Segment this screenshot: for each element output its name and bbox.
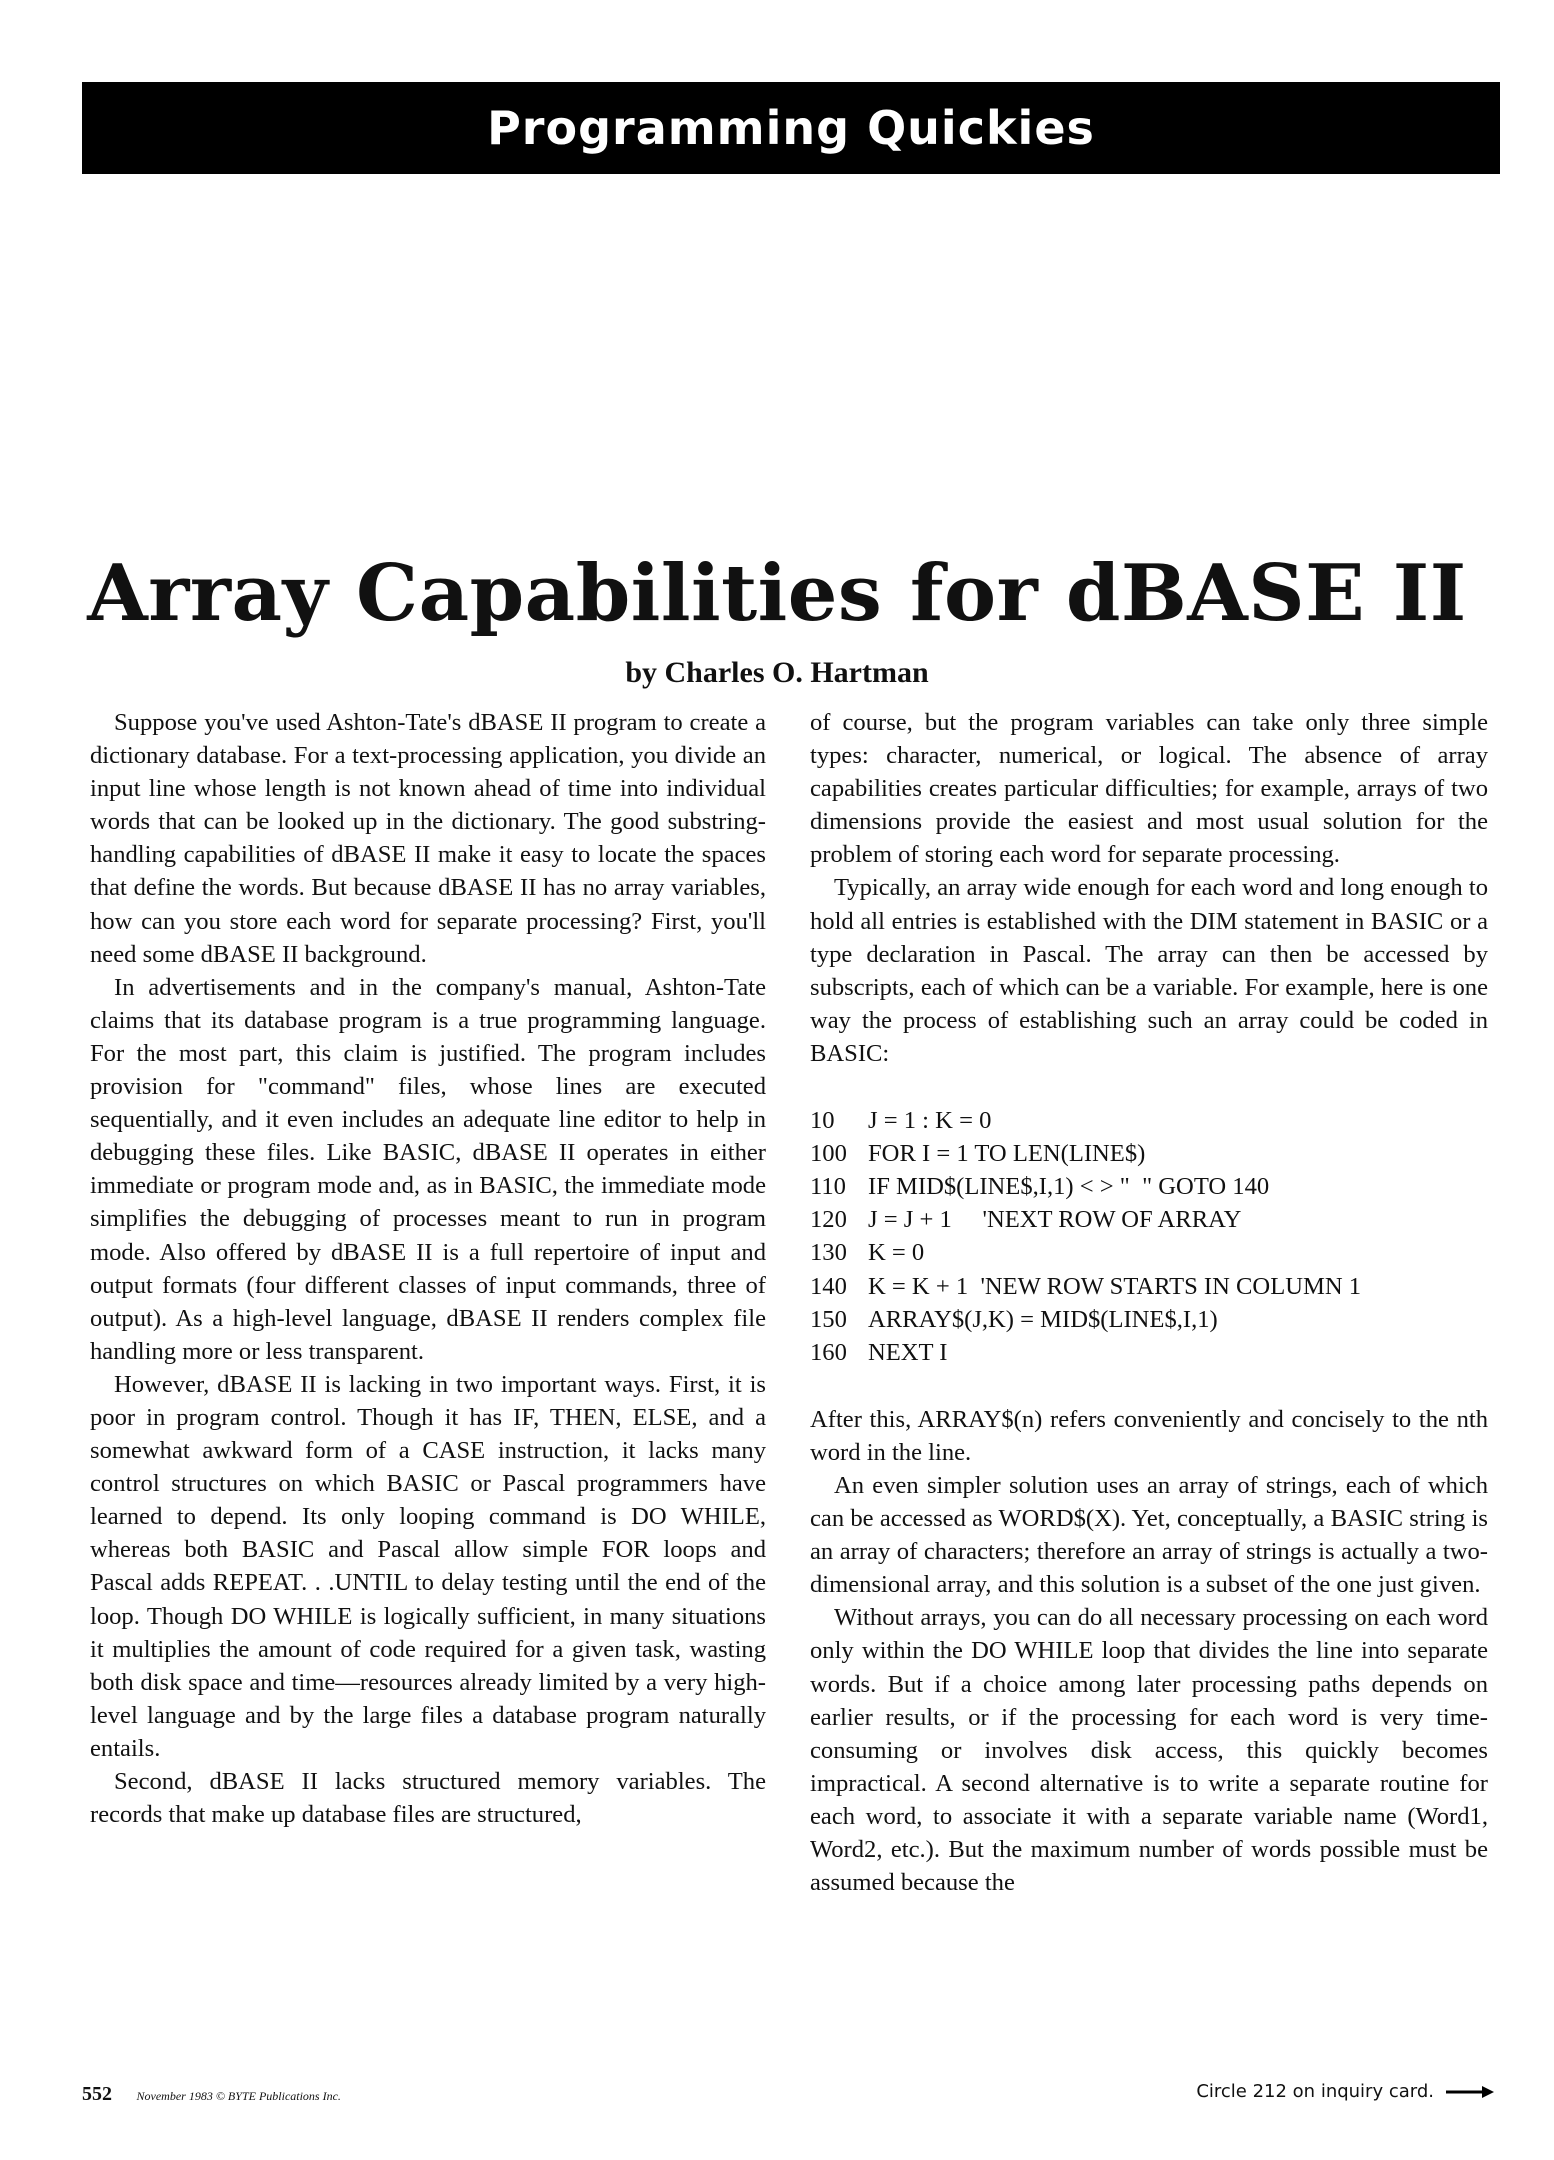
code-line-number: 110 [810,1173,846,1201]
body-paragraph: Without arrays, you can do all necessary processing on each word only within the DO WHILE loop that divides the line into separate words. But if a choice among later processing paths depends on earlier results, or if the processing for each word is very time-consuming or involves disk access, this quickly becomes impractical. A second alternative is to write a separate routine for each word, to associate it with a separate variable name (Word1, Word2, etc.). But the maximum number of words possible must be assumed because the [810,1604,1488,1897]
code-listing [810,1104,1488,1369]
body-paragraph: However, dBASE II is lacking in two important ways. First, it is poor in program control. Though it has IF, THEN, ELSE, and a somewhat awkward form of a CASE instruction, it lacks many control structures on which BASIC or Pascal programmers have learned to depend. Its only looping command is DO WHILE, whereas both BASIC and Pascal allow simple FOR loops and Pascal adds REPEAT. . .UNTIL to delay testing until the end of the loop. Though DO WHILE is logically sufficient, in many situations it multiplies the amount of code required for a given task, wasting both disk space and time—resources already limited by a very high-level language and by the large files a database program naturally entails. [90,1370,766,1762]
code-line-number: 120 [810,1206,847,1234]
body-paragraph: In advertisements and in the company's manual, Ashton-Tate claims that its database program is a true programming language. For the most part, this claim is justified. The program includes provision for "command" files, whose lines are executed sequentially, and it even includes an adequate line editor to help in debugging these files. Like BASIC, dBASE II operates in either immediate or program mode and, as in BASIC, the immediate mode simplifies the debugging of processes meant to run in program mode. Also offered by dBASE II is a full repertoire of input and output formats (four different classes of input commands, three of output). As a high-level language, dBASE II renders complex file handling more or less transparent. [90,973,766,1365]
page-footer [82,2083,341,2106]
code-line [810,1203,1488,1236]
code-line-text: J = 1 : K = 0 [868,1107,992,1135]
body-paragraph: Typically, an array wide enough for each word and long enough to hold all entries is established with the DIM statement in BASIC or a type declaration in Pascal. The array can then be accessed by subscripts, each of which can be a variable. For example, here is one way the process of establishing such an array could be coded in BASIC: [810,874,1488,1067]
code-line-number: 140 [810,1272,847,1300]
right-column [810,706,1488,1899]
code-line-number: 160 [810,1338,847,1366]
body-paragraph: An even simpler solution uses an array of strings, each of which can be accessed as WORD$(X). Yet, conceptually, a BASIC string is an array of characters; therefore an array of strings is actually a two-dimensional array, and this solution is a subset of the one just given. [810,1471,1488,1599]
body-paragraph: of course, but the program variables can take only three simple types: character, numerical, or logical. The absence of array capabilities creates particular difficulties; for example, arrays of two dimensions provide the easiest and most usual solution for the problem of storing each word for separate processing. [810,709,1488,869]
code-line [810,1170,1488,1203]
code-line-text: IF MID$(LINE$,I,1) < > " " GOTO 140 [868,1173,1270,1201]
inquiry-text: Circle 212 on inquiry card. [1196,2081,1434,2102]
section-banner-label: Programming Quickies [487,101,1095,155]
article-title: Array Capabilities for dBASE II [87,548,1467,639]
code-line-text: K = 0 [868,1239,925,1267]
code-line-text: K = K + 1 'NEW ROW STARTS IN COLUMN 1 [868,1272,1362,1300]
code-line-number: 100 [810,1140,847,1168]
code-line-number: 130 [810,1239,847,1267]
code-line-number: 10 [810,1107,835,1135]
body-paragraph: After this, ARRAY$(n) refers conveniently and concisely to the nth word in the line. [810,1405,1488,1466]
section-banner [82,82,1500,174]
code-line [810,1104,1488,1137]
code-line-number: 150 [810,1305,847,1333]
code-line-text: NEXT I [868,1338,948,1366]
article-byline: by Charles O. Hartman [625,656,929,689]
code-line [810,1336,1488,1369]
body-paragraph: Second, dBASE II lacks structured memory variables. The records that make up database files are structured, [90,1768,766,1829]
inquiry-note [1196,2081,1494,2102]
code-line-text: ARRAY$(J,K) = MID$(LINE$,I,1) [868,1305,1218,1333]
copyright-notice: November 1983 © BYTE Publications Inc. [136,2089,341,2103]
body-paragraph: Suppose you've used Ashton-Tate's dBASE II program to create a dictionary database. For a text-processing application, you divide an input line whose length is not known ahead of time into individual words that can be looked up in the dictionary. The good substring-handling capabilities of dBASE II make it easy to locate the spaces that define the words. But because dBASE II has no array variables, how can you store each word for separate processing? First, you'll need some dBASE II background. [90,709,766,968]
code-line [810,1137,1488,1170]
code-line [810,1236,1488,1269]
page-number: 552 [82,2083,112,2105]
arrow-right-icon [1446,2085,1494,2099]
code-line-text: FOR I = 1 TO LEN(LINE$) [868,1140,1146,1168]
code-line [810,1270,1488,1303]
left-column [90,706,766,1831]
code-line [810,1303,1488,1336]
code-line-text: J = J + 1 'NEXT ROW OF ARRAY [868,1206,1242,1234]
